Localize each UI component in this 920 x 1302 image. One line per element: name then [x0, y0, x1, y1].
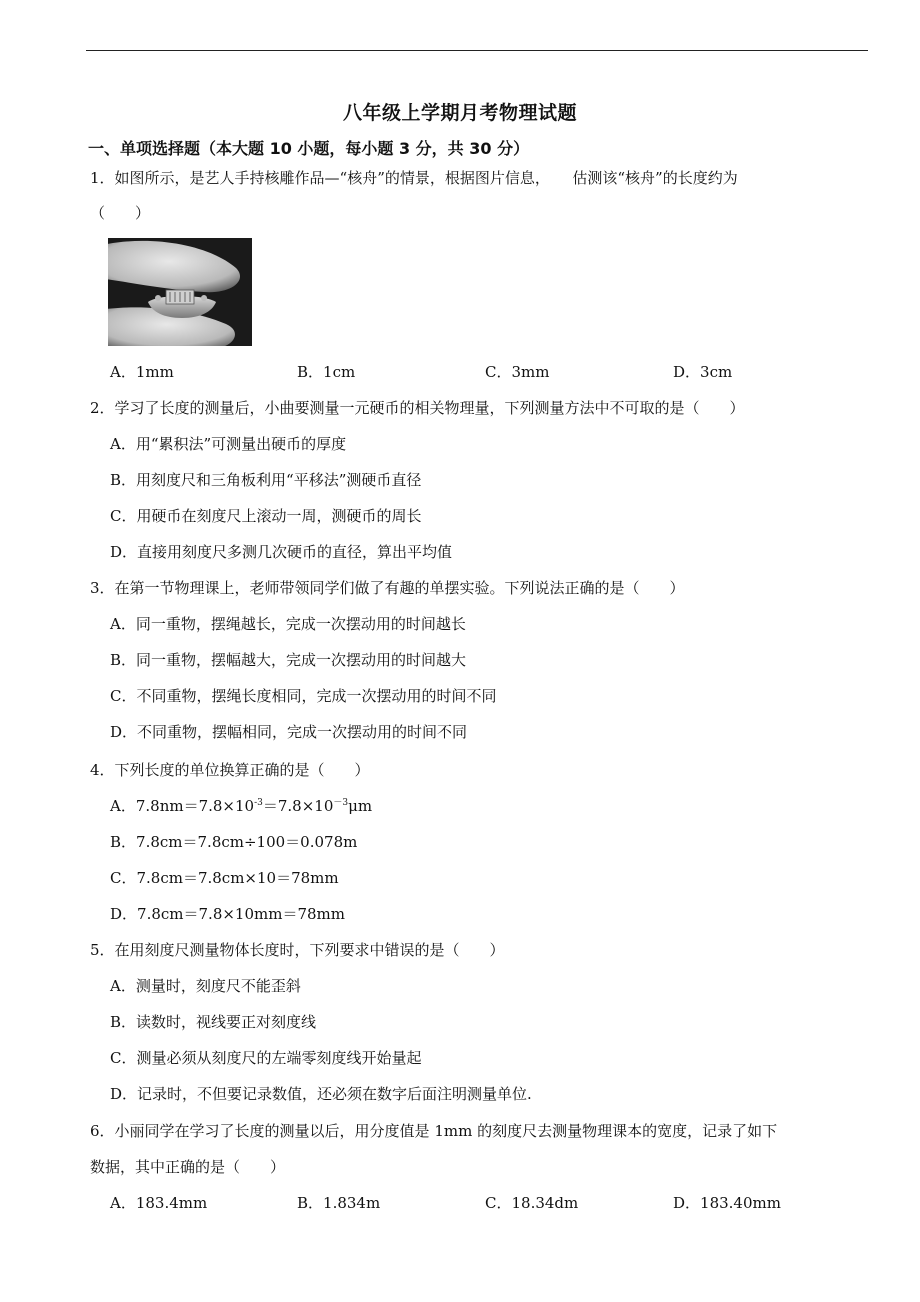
question-2-stem: 2．学习了长度的测量后，小曲要测量一元硬币的相关物理量，下列测量方法中不可取的是（ ）: [90, 399, 745, 417]
section-heading: 一、单项选择题（本大题 10 小题，每小题 3 分，共 30 分）: [88, 139, 530, 158]
q3-option-b: B．同一重物，摆幅越大，完成一次摆动用的时间越大: [110, 651, 467, 669]
q1-option-c: C．3mm: [485, 363, 550, 381]
q4-option-c: C．7.8cm＝7.8cm×10＝78mm: [110, 869, 339, 887]
question-1-stem-cont: （ ）: [90, 204, 151, 222]
question-6-stem-cont: 数据，其中正确的是（ ）: [90, 1158, 286, 1176]
q4-option-d: D．7.8cm＝7.8×10mm＝78mm: [110, 905, 345, 923]
nut-carving-boat-photo: [108, 238, 252, 346]
q3-option-d: D．不同重物，摆幅相同，完成一次摆动用的时间不同: [110, 723, 468, 741]
q2-option-c: C．用硬币在刻度尺上滚动一周，测硬币的周长: [110, 507, 422, 525]
q6-option-c: C．18.34dm: [485, 1194, 579, 1212]
q5-option-d: D．记录时，不但要记录数值，还必须在数字后面注明测量单位.: [110, 1085, 532, 1103]
q1-option-a: A．1mm: [110, 363, 174, 381]
q3-option-c: C．不同重物，摆绳长度相同，完成一次摆动用的时间不同: [110, 687, 497, 705]
q1-option-d: D．3cm: [673, 363, 733, 381]
q4-option-a-part2: ＝7.8×10: [262, 797, 334, 815]
page-title: 八年级上学期月考物理试题: [342, 102, 577, 124]
q4-option-a-part3: μm: [348, 797, 373, 815]
q6-option-a: A．183.4mm: [110, 1194, 208, 1212]
question-4-stem: 4．下列长度的单位换算正确的是（ ）: [90, 761, 370, 779]
q4-option-a-exp1: -3: [254, 798, 263, 808]
question-6-stem: 6．小丽同学在学习了长度的测量以后，用分度值是 1mm 的刻度尺去测量物理课本的宽度，记录了如下: [90, 1122, 778, 1140]
q4-option-a-part1: A．7.8nm＝7.8×10: [110, 797, 255, 815]
q2-option-b: B．用刻度尺和三角板利用“平移法”测硬币直径: [110, 471, 422, 489]
q2-option-d: D．直接用刻度尺多测几次硬币的直径，算出平均值: [110, 543, 453, 561]
question-5-stem: 5．在用刻度尺测量物体长度时，下列要求中错误的是（ ）: [90, 941, 505, 959]
question-3-stem: 3．在第一节物理课上，老师带领同学们做了有趣的单摆实验。下列说法正确的是（ ）: [90, 579, 685, 597]
header-rule: [86, 50, 868, 51]
q5-option-b: B．读数时，视线要正对刻度线: [110, 1013, 317, 1031]
q4-option-a: [110, 796, 372, 816]
q4-option-b: B．7.8cm＝7.8cm÷100＝0.078m: [110, 833, 358, 851]
q6-option-d: D．183.40mm: [673, 1194, 781, 1212]
q1-option-b: B．1cm: [297, 363, 356, 381]
q4-option-a-exp2: －3: [333, 798, 349, 808]
q5-option-c: C．测量必须从刻度尺的左端零刻度线开始量起: [110, 1049, 422, 1067]
q3-option-a: A．同一重物，摆绳越长，完成一次摆动用的时间越长: [110, 615, 466, 633]
q6-option-b: B．1.834m: [297, 1194, 381, 1212]
q2-option-a: A．用“累积法”可测量出硬币的厚度: [110, 435, 347, 453]
q5-option-a: A．测量时，刻度尺不能歪斜: [110, 977, 301, 995]
question-1-stem: 1．如图所示，是艺人手持核雕作品—“核舟”的情景，根据图片信息， 估测该“核舟”的长度约为: [90, 169, 738, 187]
